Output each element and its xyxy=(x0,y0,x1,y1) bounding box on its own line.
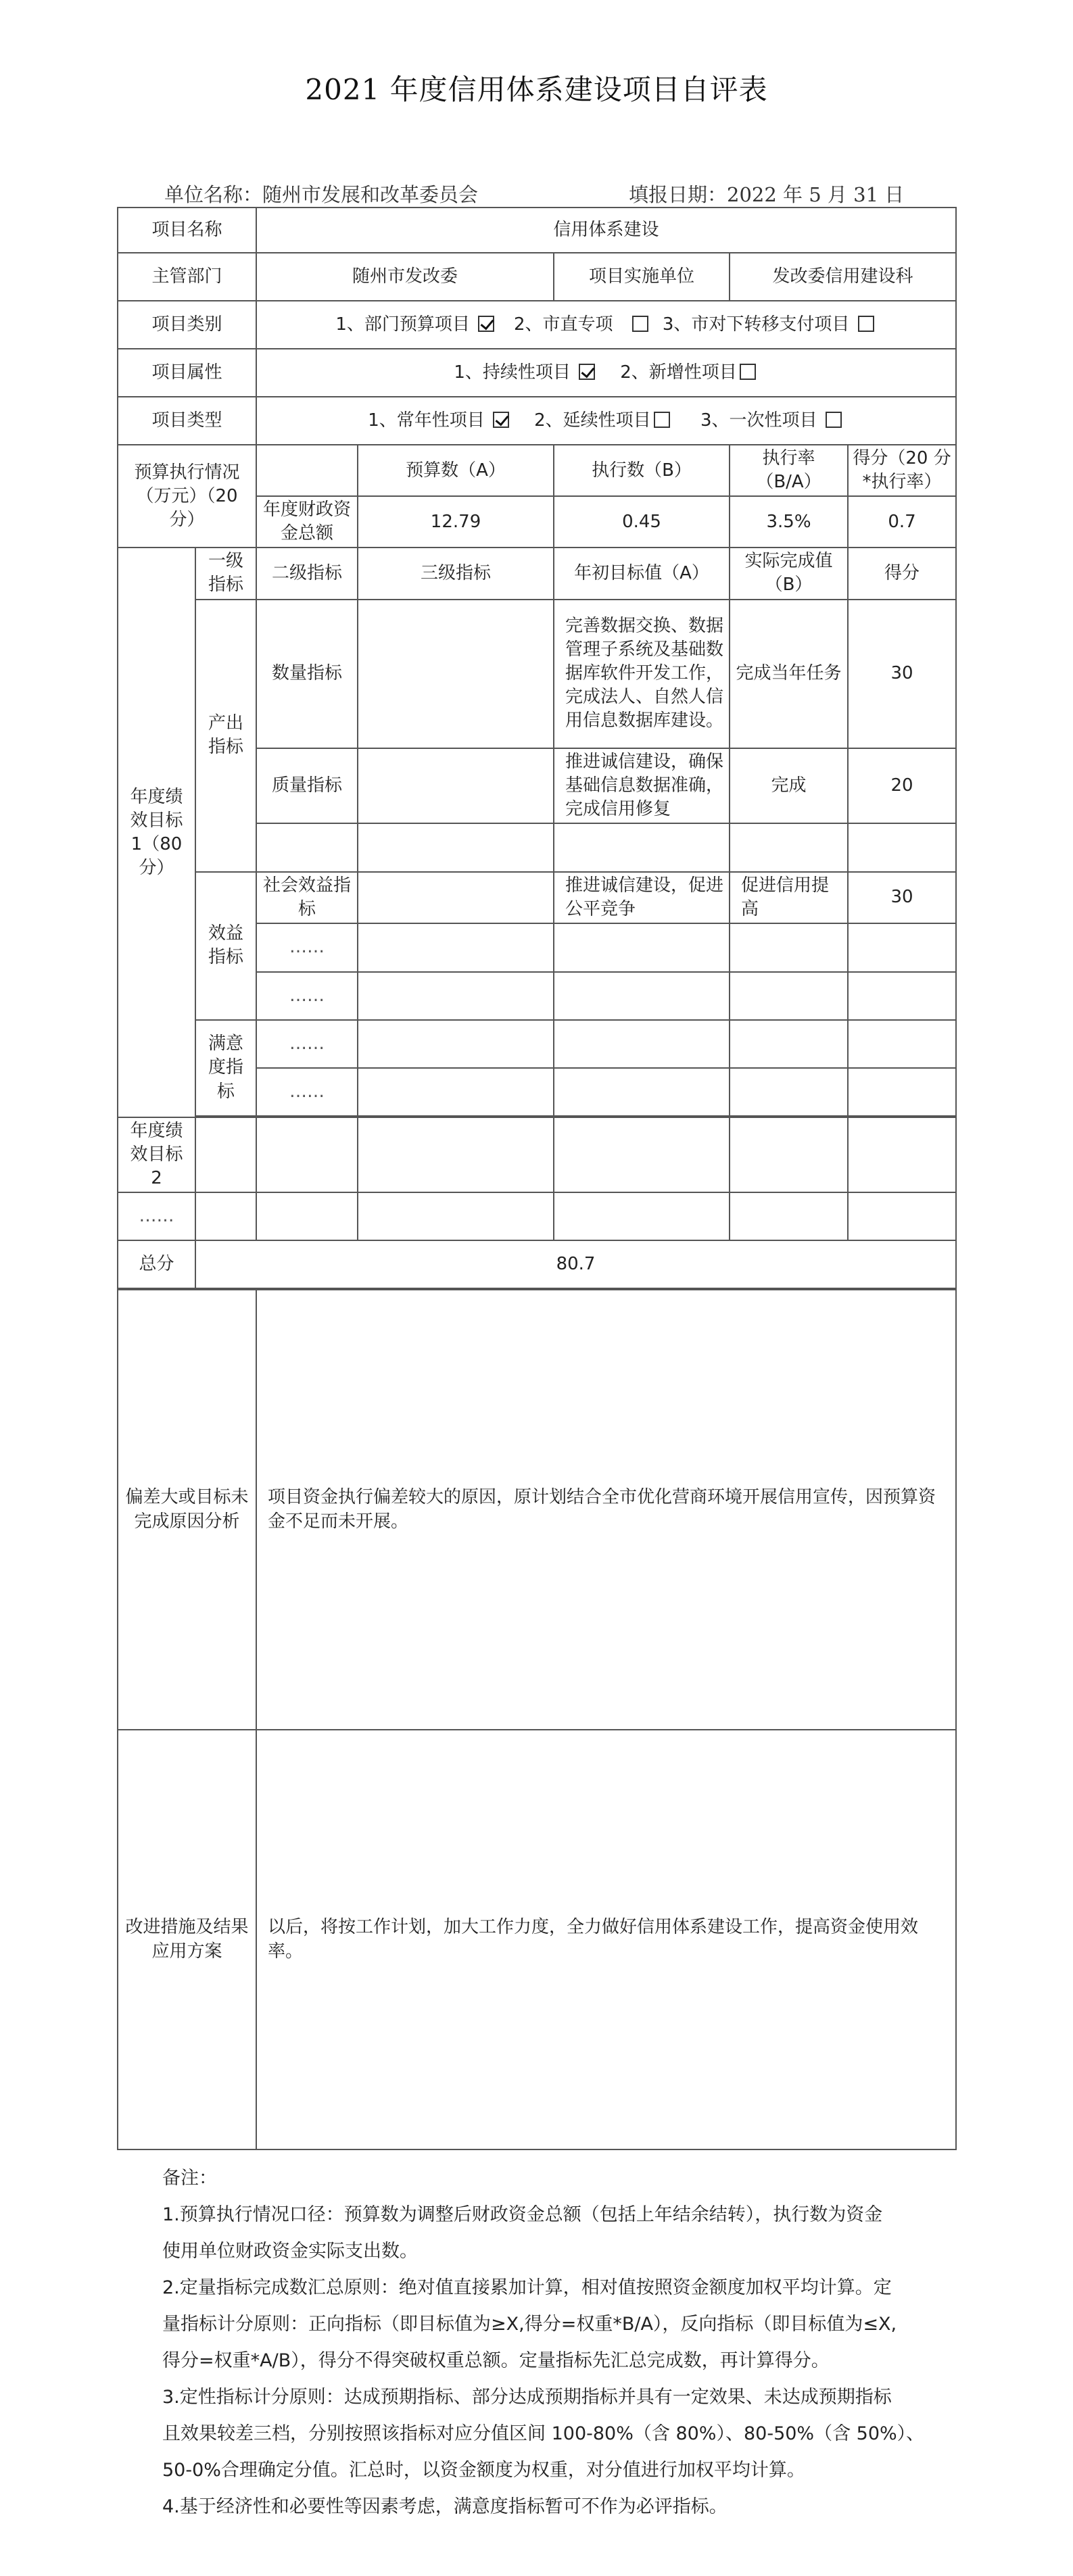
empty-cell xyxy=(358,972,554,1020)
empty-cell xyxy=(256,1192,358,1240)
h-level1: 一级指标 xyxy=(195,548,256,599)
output-empty-score xyxy=(848,823,956,872)
col-score-header: 得分（20 分*执行率） xyxy=(848,445,956,496)
checkbox-icon[interactable] xyxy=(654,412,670,428)
more-goals-ellipsis: …… xyxy=(118,1192,195,1240)
social-target: 推进诚信建设，促进公平竞争 xyxy=(554,872,730,923)
impl-unit-label: 项目实施单位 xyxy=(554,253,730,301)
empty-cell xyxy=(358,923,554,972)
attribute-label: 项目属性 xyxy=(118,349,256,397)
benefit-indicator-label: 效益指标 xyxy=(195,872,256,1020)
total-value: 80.7 xyxy=(195,1240,956,1288)
fiscal-total-label: 年度财政资金总额 xyxy=(256,496,358,548)
empty-cell xyxy=(358,1117,554,1192)
social-actual: 促进信用提高 xyxy=(730,872,848,923)
type-options xyxy=(256,397,956,445)
empty-cell xyxy=(730,1117,848,1192)
date-value: 2022 年 5 月 31 日 xyxy=(727,183,905,206)
benefit-ellipsis: …… xyxy=(256,923,358,972)
empty-cell xyxy=(358,1068,554,1116)
project-name-value: 信用体系建设 xyxy=(256,208,956,253)
note-line: 使用单位财政资金实际支出数。 xyxy=(162,2241,418,2262)
empty-cell xyxy=(195,1117,256,1192)
category-opt-dept-budget: 1、部门预算项目 xyxy=(335,314,470,335)
quantity-score: 30 xyxy=(848,600,956,748)
h-score: 得分 xyxy=(848,548,956,599)
rate-value: 3.5% xyxy=(730,496,848,548)
empty-cell xyxy=(730,1068,848,1116)
empty-cell xyxy=(358,1020,554,1068)
type-opt-onetime: 3、一次性项目 xyxy=(700,410,817,431)
output-indicator-label: 产出指标 xyxy=(195,600,256,872)
checkbox-icon[interactable] xyxy=(858,316,874,332)
output-empty-l3 xyxy=(358,823,554,872)
attribute-options xyxy=(256,349,956,397)
checkbox-icon[interactable] xyxy=(826,412,842,428)
empty-cell xyxy=(358,1192,554,1240)
empty-cell xyxy=(554,972,730,1020)
category-opt-transfer: 3、市对下转移支付项目 xyxy=(662,314,850,335)
attr-opt-continuing: 1、持续性项目 xyxy=(454,362,571,383)
empty-cell xyxy=(848,1020,956,1068)
evaluation-table xyxy=(117,207,957,1289)
quality-target: 推进诚信建设，确保基础信息数据准确，完成信用修复 xyxy=(554,748,730,823)
budget-exec-label: 预算执行情况（万元）（20 分） xyxy=(118,445,256,548)
quality-l3 xyxy=(358,748,554,823)
empty-cell xyxy=(554,1117,730,1192)
note-line: 4.基于经济性和必要性等因素考虑，满意度指标暂可不作为必评指标。 xyxy=(162,2496,728,2517)
unit-value: 随州市发展和改革委员会 xyxy=(262,183,479,206)
type-opt-extended: 2、延续性项目 xyxy=(534,410,651,431)
output-empty-l2 xyxy=(256,823,358,872)
col-exec-header: 执行数（B） xyxy=(554,445,730,496)
analysis-table xyxy=(117,1289,957,2150)
empty-cell xyxy=(848,1192,956,1240)
empty-cell xyxy=(554,1020,730,1068)
type-opt-annual: 1、常年性项目 xyxy=(368,410,485,431)
empty-cell xyxy=(554,1068,730,1116)
type-label: 项目类型 xyxy=(118,397,256,445)
unit-name xyxy=(164,180,478,208)
satisfaction-ellipsis: …… xyxy=(256,1020,358,1068)
quality-actual: 完成 xyxy=(730,748,848,823)
note-line: 且效果较差三档，分别按照该指标对应分值区间 100-80%（含 80%）、80-50%（含 50%）、 xyxy=(162,2423,925,2444)
empty-cell xyxy=(554,923,730,972)
benefit-ellipsis: …… xyxy=(256,972,358,1020)
quantity-indicator-label: 数量指标 xyxy=(256,600,358,748)
empty-cell xyxy=(554,1192,730,1240)
empty-cell xyxy=(730,1192,848,1240)
goal2-label: 年度绩效目标 2 xyxy=(118,1117,195,1192)
exec-value: 0.45 xyxy=(554,496,730,548)
empty-cell xyxy=(730,1020,848,1068)
category-options xyxy=(256,301,956,349)
h-actual: 实际完成值（B） xyxy=(730,548,848,599)
output-empty-target xyxy=(554,823,730,872)
note-line: 2.定量指标完成数汇总原则：绝对值直接累加计算，相对值按照资金额度加权平均计算。定 xyxy=(162,2277,892,2298)
improvement-label: 改进措施及结果应用方案 xyxy=(118,1730,256,2149)
project-name-label: 项目名称 xyxy=(118,208,256,253)
unit-label: 单位名称： xyxy=(164,183,263,206)
checkbox-icon[interactable] xyxy=(632,316,648,332)
social-l3 xyxy=(358,872,554,923)
note-line: 量指标计分原则：正向指标（即目标值为≥X,得分=权重*B/A），反向指标（即目标值为≤X, xyxy=(162,2314,897,2335)
report-date xyxy=(629,180,904,208)
total-label: 总分 xyxy=(118,1240,195,1288)
checked-checkbox-icon[interactable] xyxy=(478,316,494,332)
empty-cell xyxy=(848,923,956,972)
category-opt-city-special: 2、市直专项 xyxy=(513,314,613,335)
note-line: 得分=权重*A/B），得分不得突破权重总额。定量指标先汇总完成数，再计算得分。 xyxy=(162,2350,830,2371)
date-label: 填报日期： xyxy=(629,183,728,206)
quantity-target: 完善数据交换、数据管理子系统及基础数据库软件开发工作，完成法人、自然人信用信息数据库建设。 xyxy=(554,600,730,748)
notes-section xyxy=(162,2160,960,2525)
impl-unit-value: 发改委信用建设科 xyxy=(730,253,956,301)
h-level3: 三级指标 xyxy=(358,548,554,599)
empty-cell xyxy=(730,972,848,1020)
score-value: 0.7 xyxy=(848,496,956,548)
page-title: 2021 年度信用体系建设项目自评表 xyxy=(305,73,768,106)
empty-cell xyxy=(848,1068,956,1116)
goal1-label: 年度绩效目标 1（80 分） xyxy=(118,548,195,1117)
quality-score: 20 xyxy=(848,748,956,823)
quantity-l3 xyxy=(358,600,554,748)
empty-cell xyxy=(848,972,956,1020)
col-budget-header: 预算数（A） xyxy=(358,445,554,496)
social-benefit-label: 社会效益指标 xyxy=(256,872,358,923)
improvement-text: 以后，将按工作计划，加大工作力度，全力做好信用体系建设工作，提高资金使用效率。 xyxy=(256,1730,956,2149)
empty-cell xyxy=(730,923,848,972)
deviation-text: 项目资金执行偏差较大的原因，原计划结合全市优化营商环境开展信用宣传，因预算资金不足而未开展。 xyxy=(256,1290,956,1730)
attr-opt-new: 2、新增性项目 xyxy=(620,362,737,383)
satisfaction-indicator-label: 满意度指标 xyxy=(195,1020,256,1116)
output-empty-actual xyxy=(730,823,848,872)
empty-cell xyxy=(195,1192,256,1240)
h-level2: 二级指标 xyxy=(256,548,358,599)
dept-label: 主管部门 xyxy=(118,253,256,301)
social-score: 30 xyxy=(848,872,956,923)
empty-cell xyxy=(848,1117,956,1192)
deviation-label: 偏差大或目标未完成原因分析 xyxy=(118,1290,256,1730)
empty-cell xyxy=(256,1117,358,1192)
category-label: 项目类别 xyxy=(118,301,256,349)
satisfaction-ellipsis: …… xyxy=(256,1068,358,1116)
note-line: 3.定性指标计分原则：达成预期指标、部分达成预期指标并具有一定效果、未达成预期指标 xyxy=(162,2387,892,2408)
budget-value: 12.79 xyxy=(358,496,554,548)
quantity-actual: 完成当年任务 xyxy=(730,600,848,748)
checked-checkbox-icon[interactable] xyxy=(493,412,509,428)
notes-heading: 备注： xyxy=(162,2168,217,2189)
col-rate-header: 执行率（B/A） xyxy=(730,445,848,496)
quality-indicator-label: 质量指标 xyxy=(256,748,358,823)
checkbox-icon[interactable] xyxy=(740,364,756,380)
note-line: 1.预算执行情况口径：预算数为调整后财政资金总额（包括上年结余结转），执行数为资金 xyxy=(162,2204,883,2225)
dept-value: 随州市发改委 xyxy=(256,253,554,301)
checked-checkbox-icon[interactable] xyxy=(579,364,595,380)
budget-empty-cell xyxy=(256,445,358,496)
h-target: 年初目标值（A） xyxy=(554,548,730,599)
note-line: 50-0%合理确定分值。汇总时，以资金额度为权重，对分值进行加权平均计算。 xyxy=(162,2460,805,2481)
